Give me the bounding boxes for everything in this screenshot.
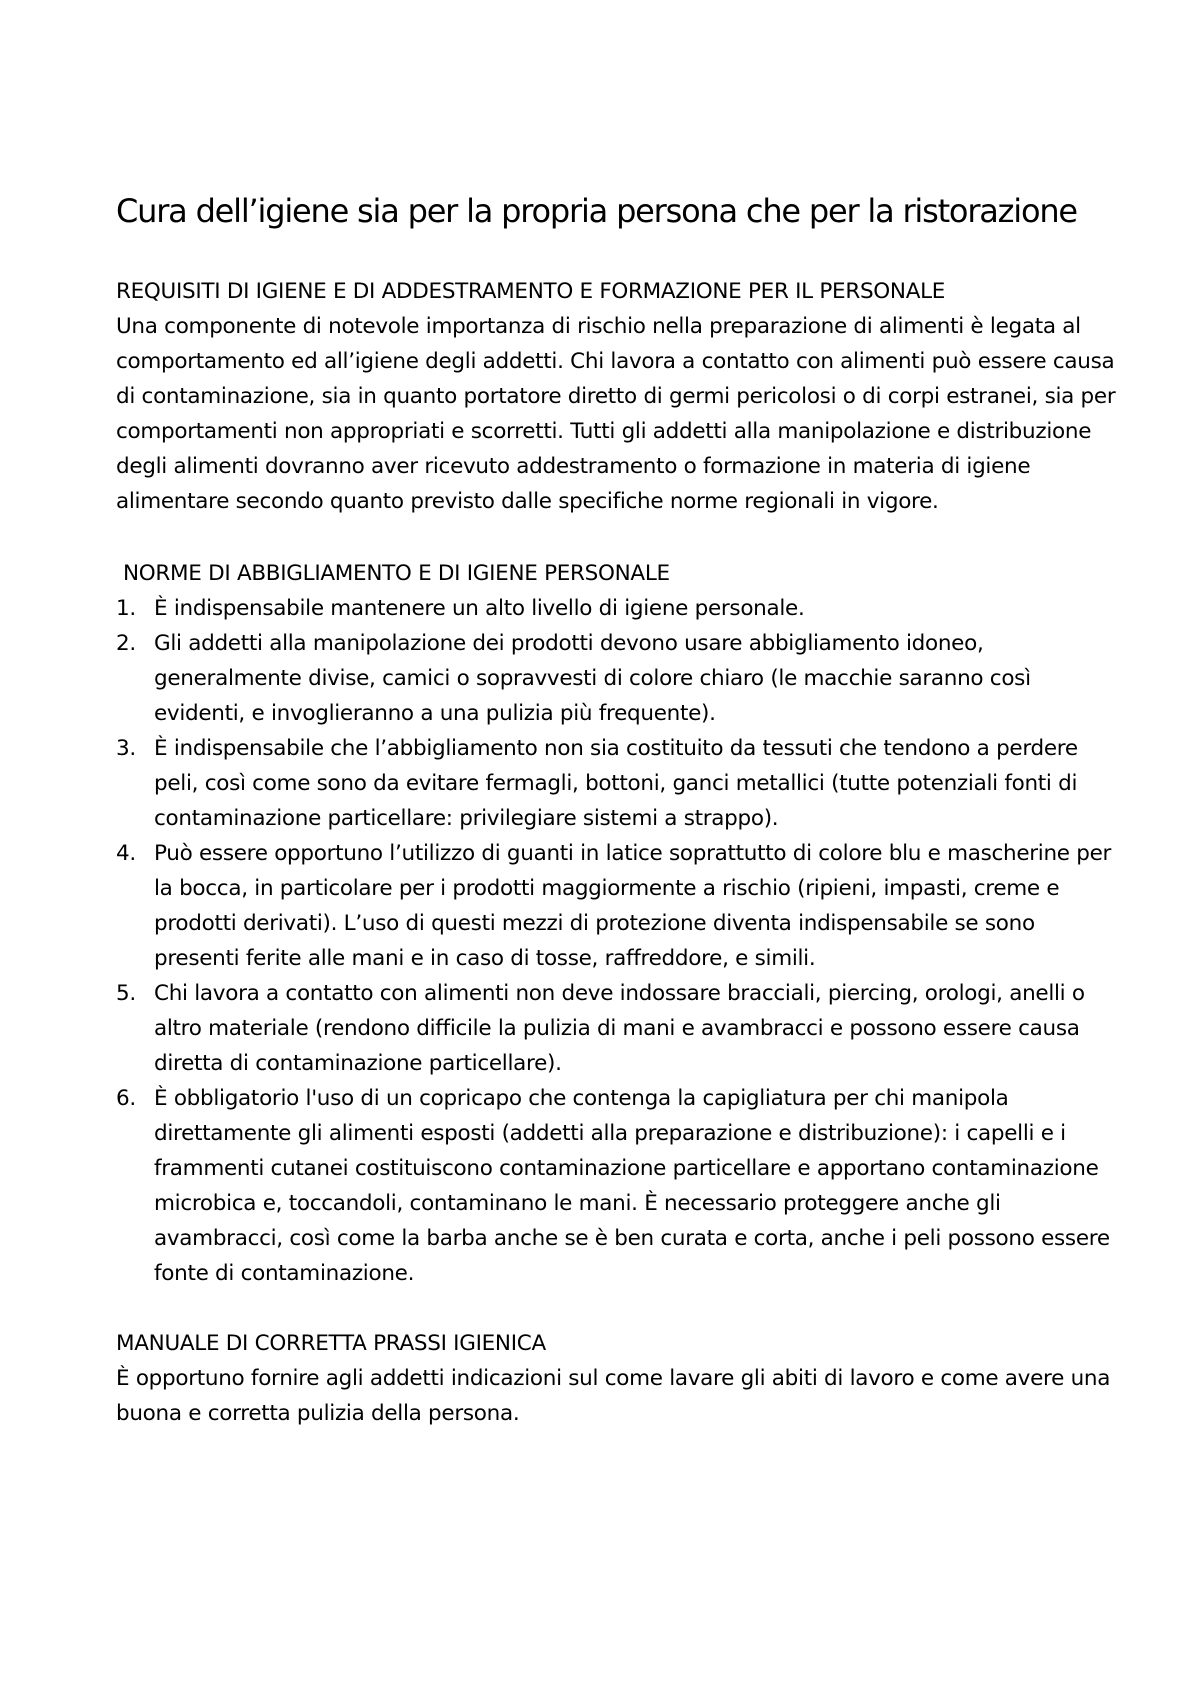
list-item-number: 2.	[116, 631, 136, 656]
list-item-text: Gli addetti alla manipolazione dei prodotti devono usare abbigliamento idoneo, generalmente divise, camici o sopravvesti di colore chiaro (le macchie saranno così evidenti, e invoglieranno a una pulizia più frequente).	[154, 631, 1031, 726]
list-item-number: 5.	[116, 981, 136, 1006]
list-item	[116, 976, 1116, 1081]
list-item-text: È indispensabile che l’abbigliamento non sia costituito da tessuti che tendono a perdere peli, così come sono da evitare fermagli, bottoni, ganci metallici (tutte potenziali fonti di contaminazione particellare: privilegiare sistemi a strappo).	[154, 736, 1078, 831]
section-heading-requisiti: REQUISITI DI IGIENE E DI ADDESTRAMENTO E FORMAZIONE PER IL PERSONALE	[116, 279, 946, 304]
list-item-text: È obbligatorio l'uso di un copricapo che contenga la capigliatura per chi manipola direttamente gli alimenti esposti (addetti alla preparazione e distribuzione): i capelli e i frammenti cutanei costituiscono contaminazione particellare e apportano contaminazione microbica e, toccandoli, contaminano le mani. È necessario proteggere anche gli avambracci, così come la barba anche se è ben curata e corta, anche i peli possono essere fonte di contaminazione.	[154, 1086, 1110, 1286]
list-item	[116, 836, 1116, 976]
paragraph-requisiti: Una componente di notevole importanza di rischio nella preparazione di alimenti è legata al comportamento ed all’igiene degli addetti. Chi lavora a contatto con alimenti può essere causa di contaminazione, sia in quanto portatore diretto di germi pericolosi o di corpi estranei, sia per comportamenti non appropriati e scorretti. Tutti gli addetti alla manipolazione e distribuzione degli alimenti dovranno aver ricevuto addestramento o formazione in materia di igiene alimentare secondo quanto previsto dalle specifiche norme regionali in vigore.	[116, 314, 1116, 514]
section-heading-norme: NORME DI ABBIGLIAMENTO E DI IGIENE PERSONALE	[123, 561, 670, 586]
paragraph-manuale: È opportuno fornire agli addetti indicazioni sul come lavare gli abiti di lavoro e come avere una buona e corretta pulizia della persona.	[116, 1366, 1111, 1426]
list-item-number: 1.	[116, 596, 136, 621]
list-item	[116, 1081, 1116, 1291]
list-item-text: Può essere opportuno l’utilizzo di guanti in latice soprattutto di colore blu e mascherine per la bocca, in particolare per i prodotti maggiormente a rischio (ripieni, impasti, creme e prodotti derivati). L’uso di questi mezzi di protezione diventa indispensabile se sono presenti ferite alle mani e in caso di tosse, raffreddore, e simili.	[154, 841, 1112, 971]
section-manuale	[116, 1326, 1116, 1431]
list-item-text: Chi lavora a contatto con alimenti non deve indossare bracciali, piercing, orologi, anelli o altro materiale (rendono difficile la pulizia di mani e avambracci e possono essere causa diretta di contaminazione particellare).	[154, 981, 1085, 1076]
document-title: Cura dell’igiene sia per la propria persona che per la ristorazione	[116, 192, 1077, 230]
list-item	[116, 731, 1116, 836]
list-item-number: 3.	[116, 736, 136, 761]
section-requisiti	[116, 274, 1116, 519]
list-item-number: 6.	[116, 1086, 136, 1111]
section-heading-manuale: MANUALE DI CORRETTA PRASSI IGIENICA	[116, 1331, 546, 1356]
list-item	[116, 591, 1116, 626]
list-item	[116, 626, 1116, 731]
document-page	[116, 188, 1116, 1431]
list-item-text: È indispensabile mantenere un alto livello di igiene personale.	[154, 596, 805, 621]
list-item-number: 4.	[116, 841, 136, 866]
section-norme	[116, 556, 1116, 1291]
rules-list	[116, 591, 1116, 1291]
